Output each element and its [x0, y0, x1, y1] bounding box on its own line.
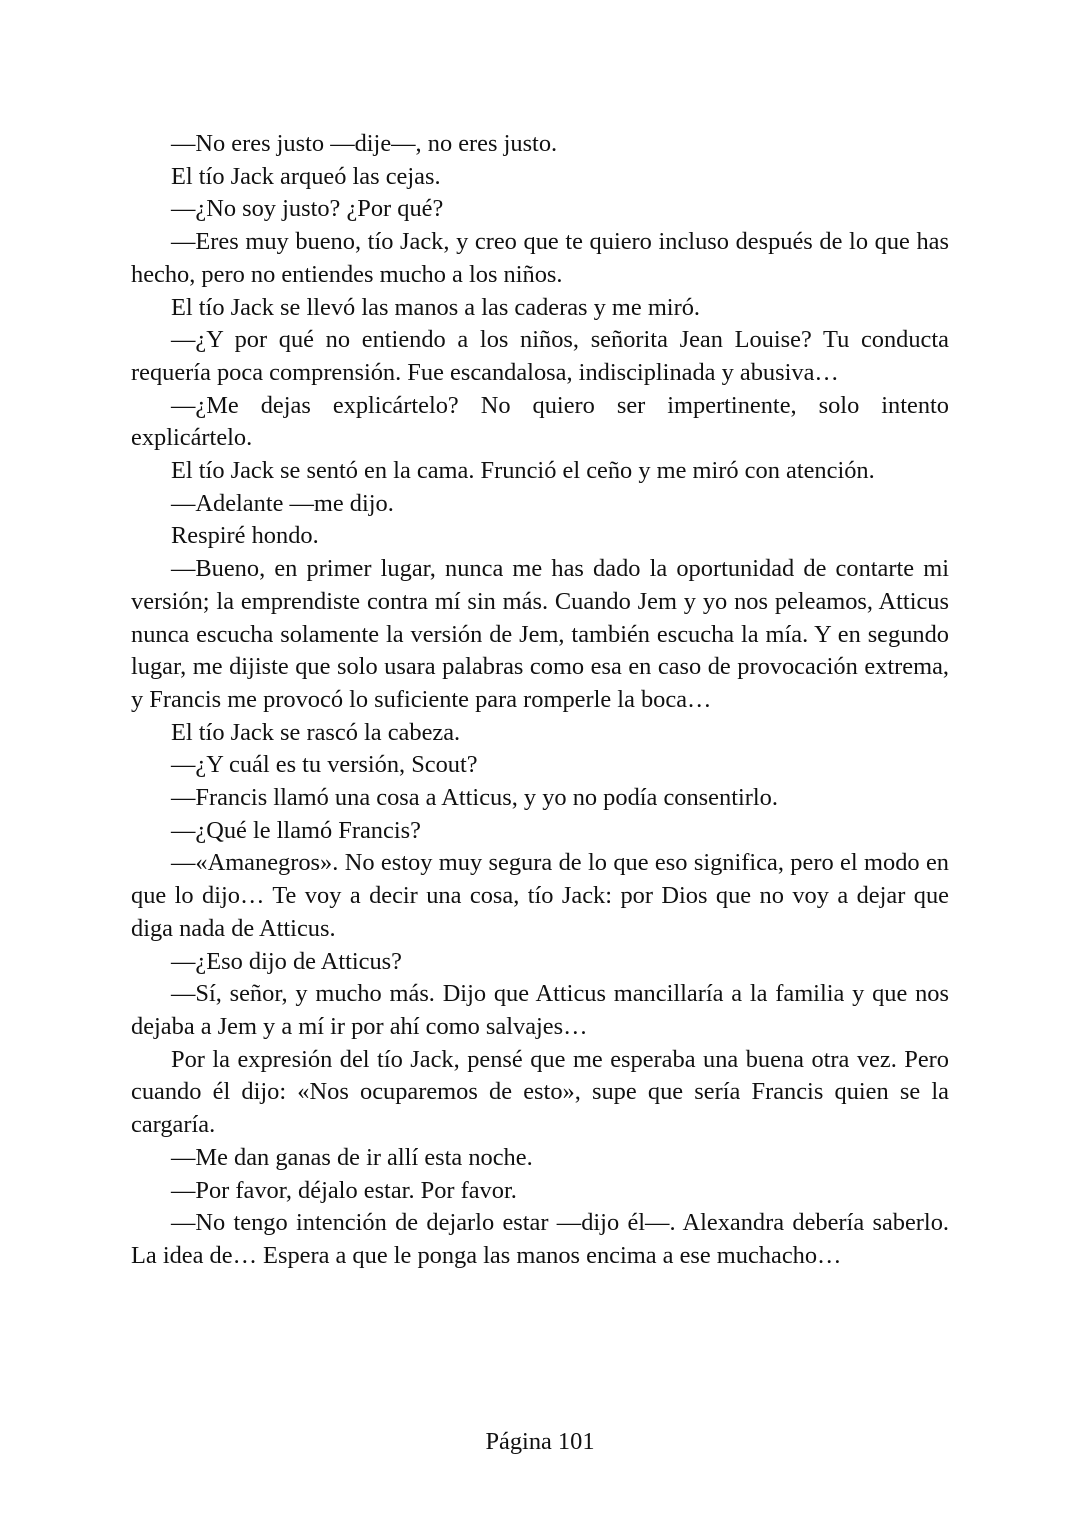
paragraph: —¿Eso dijo de Atticus?	[171, 947, 402, 975]
paragraph: —Por favor, déjalo estar. Por favor.	[171, 1176, 517, 1204]
paragraph: —¿Me dejas explicártelo? No quiero ser impertinente, solo intento explicártelo.	[131, 391, 949, 452]
paragraph: —No tengo intención de dejarlo estar —dijo él—. Alexandra debería saberlo. La idea de… Espera a que le ponga las manos encima a ese muchacho…	[131, 1209, 949, 1269]
paragraph: El tío Jack se llevó las manos a las caderas y me miró.	[171, 293, 700, 321]
paragraph: —Sí, señor, y mucho más. Dijo que Atticus mancillaría a la familia y que nos dejaba a Jem y a mí ir por ahí como salvajes…	[131, 980, 949, 1040]
paragraph: —Francis llamó una cosa a Atticus, y yo no podía consentirlo.	[171, 784, 778, 812]
paragraph: —Me dan ganas de ir allí esta noche.	[171, 1143, 533, 1171]
paragraph: El tío Jack arqueó las cejas.	[171, 162, 441, 190]
page-body	[131, 128, 949, 1273]
paragraph: —No eres justo —dije—, no eres justo.	[171, 130, 558, 157]
paragraph: —«Amanegros». No estoy muy segura de lo que eso significa, pero el modo en que lo dijo… Te voy a decir una cosa, tío Jack: por Dios que no voy a dejar que diga nada de Atticus.	[131, 849, 949, 942]
paragraph: —¿Y cuál es tu versión, Scout?	[171, 751, 478, 779]
paragraph: El tío Jack se sentó en la cama. Frunció el ceño y me miró con atención.	[171, 457, 875, 485]
paragraph: —Eres muy bueno, tío Jack, y creo que te quiero incluso después de lo que has hecho, pero no entiendes mucho a los niños.	[131, 228, 949, 288]
paragraph: —Adelante —me dijo.	[171, 489, 394, 517]
paragraph: —¿Y por qué no entiendo a los niños, señorita Jean Louise? Tu conducta requería poca comprensión. Fue escandalosa, indisciplinada y abusiva…	[131, 326, 949, 386]
paragraph: —Bueno, en primer lugar, nunca me has dado la oportunidad de contarte mi versión; la emprendiste contra mí sin más. Cuando Jem y yo nos peleamos, Atticus nunca escucha solamente la versión de Jem, también escucha la mía. Y en segundo lugar, me dijiste que solo usara palabras como esa en caso de provocación extrema, y Francis me provocó lo suficiente para romperle la boca…	[131, 555, 949, 713]
paragraph: —¿No soy justo? ¿Por qué?	[171, 195, 444, 223]
paragraph: Por la expresión del tío Jack, pensé que me esperaba una buena otra vez. Pero cuando él dijo: «Nos ocuparemos de esto», supe que sería Francis quien se la cargaría.	[131, 1045, 949, 1139]
page-number: Página 101	[485, 1428, 595, 1455]
paragraph: Respiré hondo.	[171, 522, 319, 550]
paragraph: —¿Qué le llamó Francis?	[171, 816, 421, 844]
paragraph: El tío Jack se rascó la cabeza.	[171, 718, 461, 746]
